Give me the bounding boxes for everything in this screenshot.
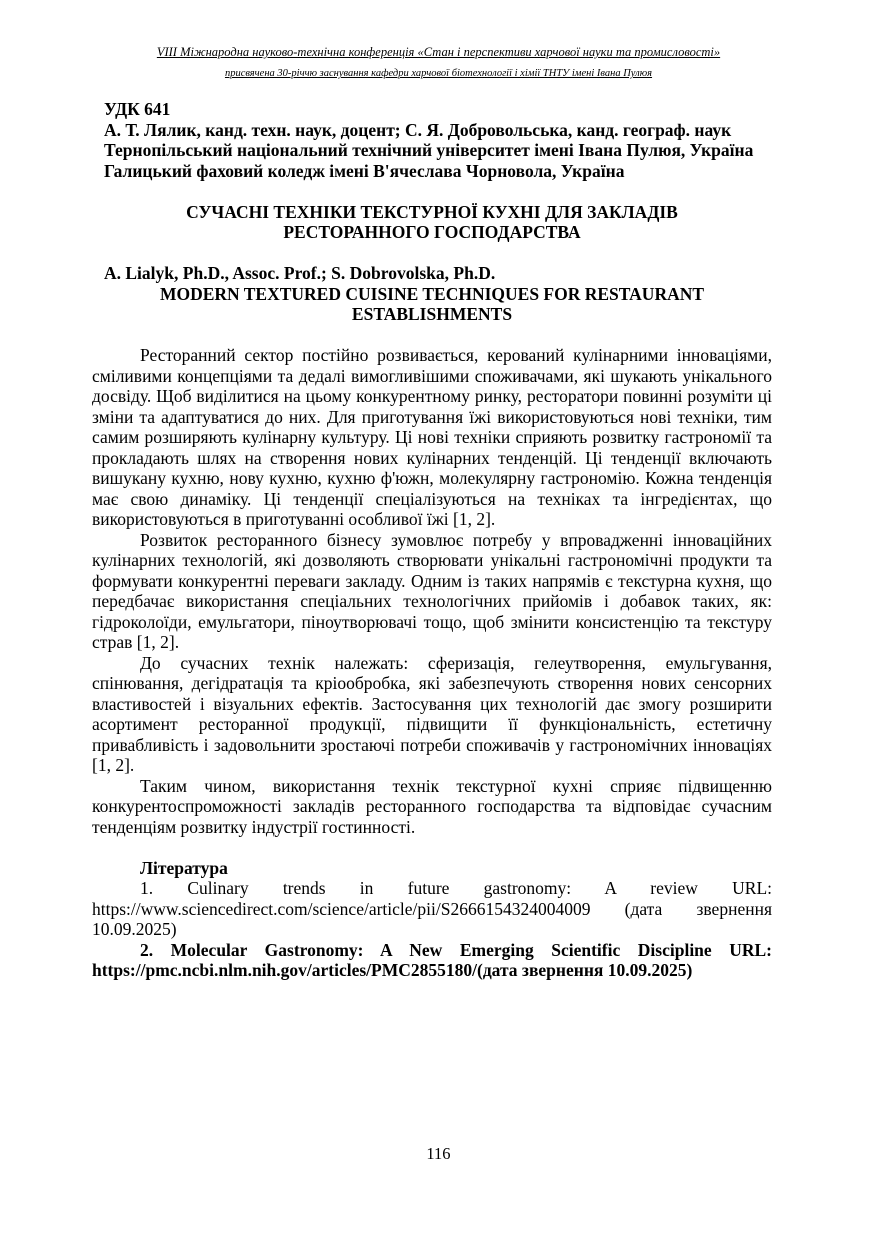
conference-header-line-1-text: VIII Міжнародна науково-технічна конференція «Стан і перспективи харчової науки та промисловості» [156,45,721,59]
page-number: 116 [426,1144,451,1163]
abstract-text [92,345,772,837]
conference-header [0,42,877,84]
article-title-ua [92,202,772,243]
abstract-paragraph-4: Таким чином, використання технік текстурної кухні сприяє підвищенню конкурентоспроможності закладів ресторанного господарства та відповідає сучасним тенденціям розвитку індустрії гостинності. [92,775,772,837]
conference-header-line-1 [0,42,877,62]
authors-ua-line-3: Галицький фаховий коледж імені В'ячеслава Чорновола, Україна [104,160,625,181]
article-title-ua-line-2: РЕСТОРАННОГО ГОСПОДАРСТВА [283,222,581,242]
article-title-en-line-2: ESTABLISHMENTS [351,304,513,324]
conference-header-line-2 [0,62,877,84]
reference-item-2: 2. Molecular Gastronomy: A New Emerging Scientific Discipline URL: https://pmc.ncbi.nlm.nih.gov/articles/PMC2855180/(дата звернення 10.09.2025) [92,939,772,980]
article-body [92,99,772,981]
article-title-ua-line-1: СУЧАСНІ ТЕХНІКИ ТЕКСТУРНОЇ КУХНІ ДЛЯ ЗАКЛАДІВ [186,201,678,222]
authors-ua-line-1: А. Т. Лялик, канд. техн. наук, доцент; С. Я. Добровольська, канд. географ. наук [104,119,732,140]
udc-code: УДК 641 [104,99,171,119]
abstract-paragraph-1: Ресторанний сектор постійно розвивається, керований кулінарними інноваціями, сміливими концепціями та дедалі вимогливішими споживачами, які шукають унікального досвіду. Щоб виділитися на цьому конкурентному ринку, ресторатори повинні розуміти ці зміни та адаптуватися до них. Для приготування їжі використовуються нові техніки, тим самим розширяють кулінарну культуру. Ці нові техніки сприяють розвитку гастрономії та прокладають шлях на створення нових кулінарних тенденцій. Ці тенденції включають вишукану кухню, нову кухню, кухню ф'южн, молекулярну гастрономію. Кожна тенденція має свою динаміку. Ці тенденції спеціалізуються на техніках та інгредієнтах, що використовуються в приготуванні особливої їжі [1, 2]. [92,345,772,529]
authors-ua-line-2: Тернопільський національний технічний університет імені Івана Пулюя, Україна [104,140,754,160]
abstract-paragraph-2: Розвиток ресторанного бізнесу зумовлює потребу у впровадженні інноваційних кулінарних технологій, які дозволяють створювати унікальні гастрономічні продукти та формувати конкурентні переваги закладу. Одним із таких напрямів є текстурна кухня, що передбачає використання спеціальних технологічних прийомів і добавок таких, як: гідроколоїди, емульгатори, піноутворювачі тощо, щоб змінити консистенцію та текстуру страв [1, 2]. [92,529,772,652]
authors-en: A. Lialyk, Ph.D., Assoc. Prof.; S. Dobrovolska, Ph.D. [104,263,496,283]
reference-item-1: 1. Culinary trends in future gastronomy: A review URL: https://www.sciencedirect.com/science/article/pii/S2666154324004009 (дата звернення 10.09.2025) [92,878,772,939]
article-title-en [92,284,772,325]
article-title-en-line-1: MODERN TEXTURED CUISINE TECHNIQUES FOR RESTAURANT [159,283,705,304]
abstract-paragraph-3: До сучасних технік належать: сферизація, гелеутворення, емульгування, спінювання, дегідратація та кріообробка, які забезпечують створення нових сенсорних властивостей і візуальних ефектів. Застосування цих технологій дає змогу розширити асортимент ресторанної продукції, підвищити її функціональність, естетичну привабливість і задовольнити зростаючі потреби споживачів у гастрономічних інноваціях [1, 2]. [92,652,772,775]
literature-heading: Література [140,857,228,878]
conference-header-line-2-text: присвячена 30-річчю заснування кафедри харчової біотехнології і хімії ТНТУ імені Івана Пулюя [224,68,653,79]
article-meta [104,99,772,181]
